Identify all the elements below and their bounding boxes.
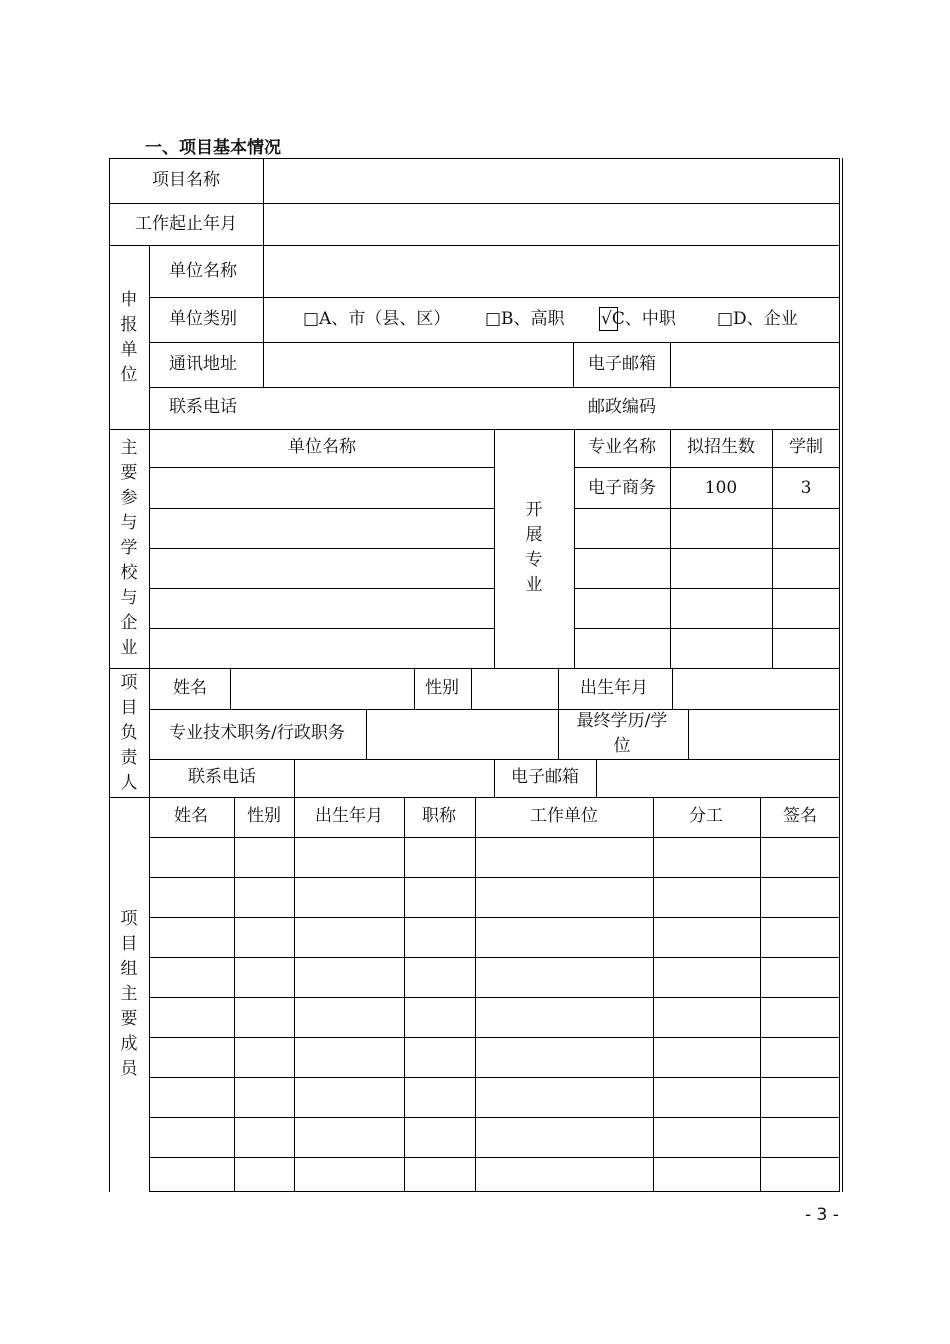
email-label: 电子邮箱	[588, 354, 656, 374]
table-rule-horizontal	[109, 429, 840, 430]
table-rule-horizontal	[574, 467, 840, 468]
postcode-label: 邮政编码	[588, 397, 656, 417]
table-rule-horizontal	[149, 917, 840, 918]
majors-label: 开 展 专 业	[525, 500, 543, 595]
table-rule-vertical	[471, 668, 472, 710]
table-rule-horizontal	[574, 508, 840, 509]
table-rule-horizontal	[149, 508, 494, 509]
unit-type-option-d[interactable]: □D、企业	[717, 309, 798, 329]
table-rule-vertical	[596, 759, 597, 798]
members-header-role: 分工	[689, 806, 723, 826]
table-rule-horizontal	[109, 203, 840, 204]
table-rule-horizontal	[149, 297, 840, 298]
major-name-header: 专业名称	[588, 437, 656, 457]
page-number: - 3 -	[805, 1205, 839, 1225]
table-rule-vertical	[670, 429, 671, 669]
unit-type-label: 单位类别	[169, 309, 237, 329]
major-cell: 电子商务	[588, 478, 656, 498]
table-rule-horizontal	[149, 1117, 840, 1118]
table-rule-horizontal	[149, 957, 840, 958]
table-rule-horizontal	[149, 1077, 840, 1078]
leader-email-label: 电子邮箱	[511, 767, 579, 787]
table-rule-horizontal	[574, 548, 840, 549]
applicant-group-label: 申 报 单 位	[120, 290, 138, 385]
members-header-workplace: 工作单位	[530, 806, 598, 826]
leader-phone-label: 联系电话	[188, 767, 256, 787]
phone-label: 联系电话	[169, 397, 237, 417]
leader-group-label: 项 目 负 责 人	[120, 673, 138, 793]
leader-degree-label: 最终学历/学	[576, 711, 668, 731]
table-rule-horizontal	[149, 1157, 840, 1158]
unit-type-option-b[interactable]: □B、高职	[485, 309, 565, 329]
table-rule-vertical	[109, 158, 110, 1192]
members-header-signature: 签名	[783, 806, 817, 826]
table-rule-horizontal	[149, 588, 494, 589]
table-rule-vertical	[294, 759, 295, 798]
table-rule-horizontal	[149, 387, 840, 388]
table-rule-vertical	[475, 797, 476, 1192]
table-rule-vertical	[842, 158, 843, 1192]
table-rule-horizontal	[149, 628, 494, 629]
members-group-label: 项 目 组 主 要 成 员	[120, 909, 138, 1079]
table-rule-horizontal	[109, 158, 840, 159]
members-header-title: 职称	[422, 806, 456, 826]
table-rule-vertical	[366, 709, 367, 760]
table-rule-horizontal	[149, 548, 494, 549]
unit-type-option-a[interactable]: □A、市（县、区）	[303, 309, 451, 329]
table-rule-horizontal	[149, 1191, 840, 1192]
duration-header: 学制	[789, 437, 823, 457]
members-header-name: 姓名	[174, 806, 208, 826]
table-rule-vertical	[494, 759, 495, 798]
table-rule-horizontal	[574, 588, 840, 589]
table-rule-vertical	[294, 797, 295, 1192]
table-rule-horizontal	[149, 837, 840, 838]
unit-type-option-c[interactable]: √C、中职	[601, 309, 676, 329]
table-rule-vertical	[760, 797, 761, 1192]
table-rule-vertical	[494, 429, 495, 669]
section-heading: 一、项目基本情况	[145, 138, 281, 158]
table-rule-vertical	[230, 668, 231, 710]
enroll-count-cell: 100	[704, 478, 738, 498]
leader-degree-label-cont: 位	[613, 736, 631, 756]
leader-title-label: 专业技术职务/行政职务	[169, 723, 345, 743]
work-period-label: 工作起止年月	[135, 214, 237, 234]
table-rule-vertical	[574, 429, 575, 669]
table-rule-vertical	[263, 158, 264, 388]
table-rule-vertical	[672, 668, 673, 710]
table-rule-horizontal	[149, 997, 840, 998]
table-rule-vertical	[839, 158, 840, 1192]
unit-name-label: 单位名称	[169, 261, 237, 281]
partners-group-label: 主 要 参 与 学 校 与 企 业	[120, 438, 138, 658]
table-rule-vertical	[772, 429, 773, 669]
table-rule-vertical	[234, 797, 235, 1192]
table-rule-horizontal	[109, 668, 840, 669]
table-rule-horizontal	[149, 877, 840, 878]
members-header-birth: 出生年月	[315, 806, 383, 826]
table-rule-horizontal	[149, 342, 840, 343]
table-rule-horizontal	[149, 1037, 840, 1038]
table-rule-vertical	[149, 245, 150, 1192]
table-rule-horizontal	[574, 628, 840, 629]
table-rule-vertical	[670, 342, 671, 388]
leader-birth-label: 出生年月	[580, 678, 648, 698]
table-rule-vertical	[414, 668, 415, 710]
table-rule-vertical	[573, 342, 574, 388]
project-name-label: 项目名称	[152, 170, 220, 190]
table-rule-horizontal	[149, 709, 840, 710]
enroll-count-header: 拟招生数	[687, 437, 755, 457]
leader-name-label: 姓名	[173, 678, 207, 698]
table-rule-horizontal	[149, 467, 494, 468]
table-rule-vertical	[688, 709, 689, 760]
members-header-gender: 性别	[247, 806, 281, 826]
partner-unit-name-header: 单位名称	[288, 437, 356, 457]
address-label: 通讯地址	[169, 354, 237, 374]
table-rule-vertical	[653, 797, 654, 1192]
leader-gender-label: 性别	[425, 678, 459, 698]
table-rule-horizontal	[109, 245, 840, 246]
table-rule-vertical	[404, 797, 405, 1192]
duration-cell: 3	[800, 478, 812, 498]
table-rule-vertical	[558, 668, 559, 760]
